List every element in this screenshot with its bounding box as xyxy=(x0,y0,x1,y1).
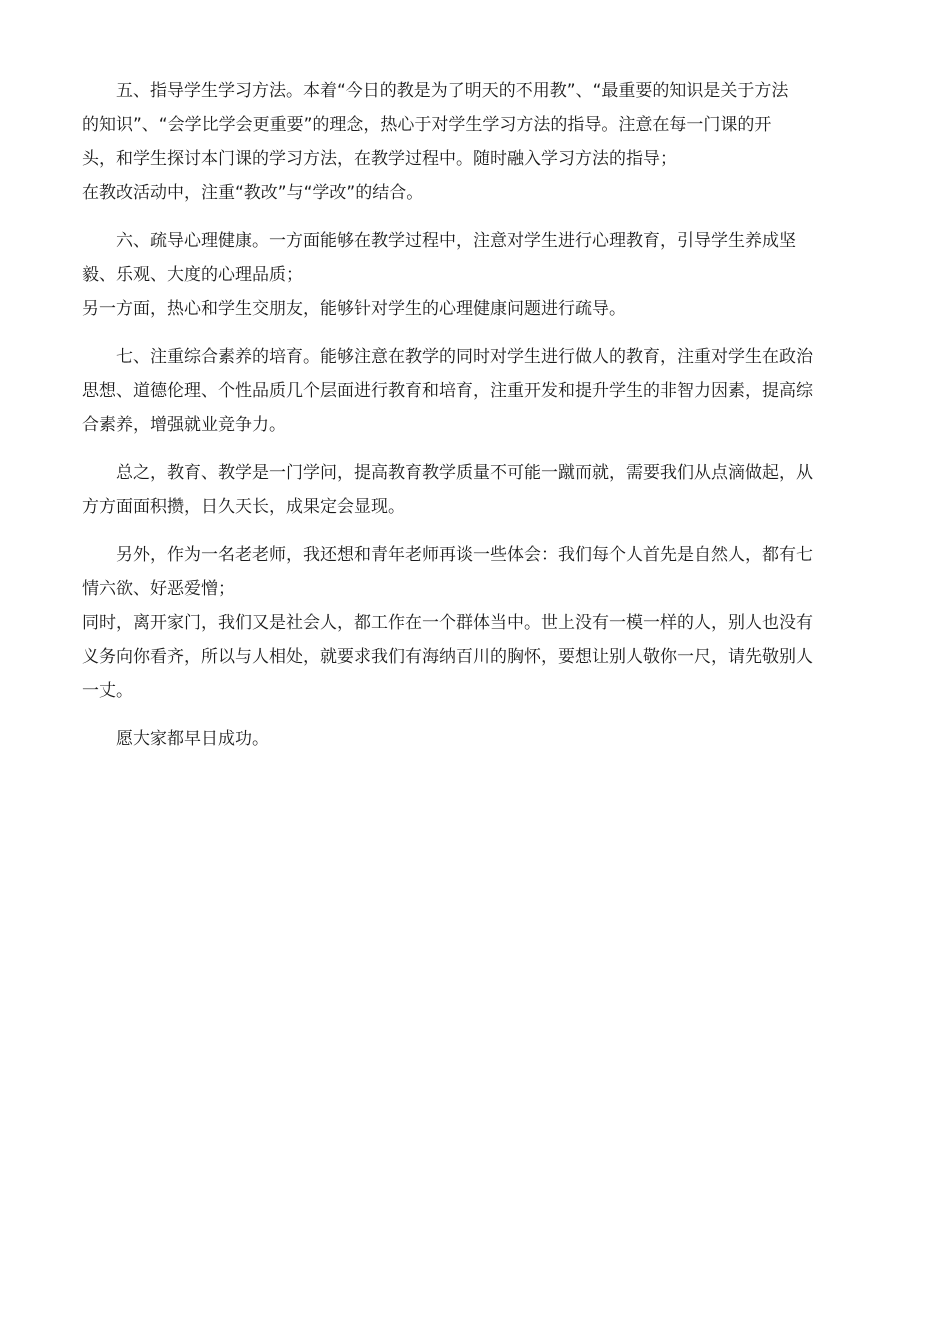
text-line: 方方面面积攒，日久天长，成果定会显现。 xyxy=(82,497,405,517)
paragraph-summary xyxy=(82,456,862,524)
text-line: 头，和学生探讨本门课的学习方法，在教学过程中。随时融入学习方法的指导； xyxy=(82,149,677,169)
text-line: 另外，作为一名老老师，我还想和青年老师再谈一些体会：我们每个人首先是自然人，都有七 xyxy=(116,545,813,565)
text-line: 愿大家都早日成功。 xyxy=(116,729,269,749)
paragraph-closing xyxy=(82,722,862,756)
text-line: 六、疏导心理健康。一方面能够在教学过程中，注意对学生进行心理教育，引导学生养成坚 xyxy=(116,231,796,251)
text-line: 另一方面，热心和学生交朋友，能够针对学生的心理健康问题进行疏导。 xyxy=(82,299,626,319)
text-line: 一丈。 xyxy=(82,681,133,701)
text-line: 义务向你看齐，所以与人相处，就要求我们有海纳百川的胸怀，要想让别人敬你一尺，请先敬别人 xyxy=(82,647,813,667)
text-line: 在教改活动中，注重“教改”与“学改”的结合。 xyxy=(82,183,424,203)
paragraph-five xyxy=(82,74,862,210)
text-line: 毅、乐观、大度的心理品质； xyxy=(82,265,303,285)
paragraph-seven xyxy=(82,340,862,442)
text-line: 同时，离开家门，我们又是社会人，都工作在一个群体当中。世上没有一模一样的人，别人也没有 xyxy=(82,613,813,633)
text-line: 情六欲、好恶爱憎； xyxy=(82,579,235,599)
text-line: 五、指导学生学习方法。本着“今日的教是为了明天的不用教”、“最重要的知识是关于方法 xyxy=(116,81,789,101)
text-line: 总之，教育、教学是一门学问，提高教育教学质量不可能一蹴而就，需要我们从点滴做起，从 xyxy=(116,463,813,483)
text-line: 七、注重综合素养的培育。能够注意在教学的同时对学生进行做人的教育，注重对学生在政治 xyxy=(116,347,813,367)
paragraph-six xyxy=(82,224,862,326)
text-line: 的知识”、“会学比学会更重要”的理念，热心于对学生学习方法的指导。注意在每一门课的开 xyxy=(82,115,772,135)
paragraph-additional xyxy=(82,538,862,708)
text-line: 思想、道德伦理、个性品质几个层面进行教育和培育，注重开发和提升学生的非智力因素，提高综 xyxy=(82,381,813,401)
document-body xyxy=(82,74,862,770)
text-line: 合素养，增强就业竞争力。 xyxy=(82,415,286,435)
